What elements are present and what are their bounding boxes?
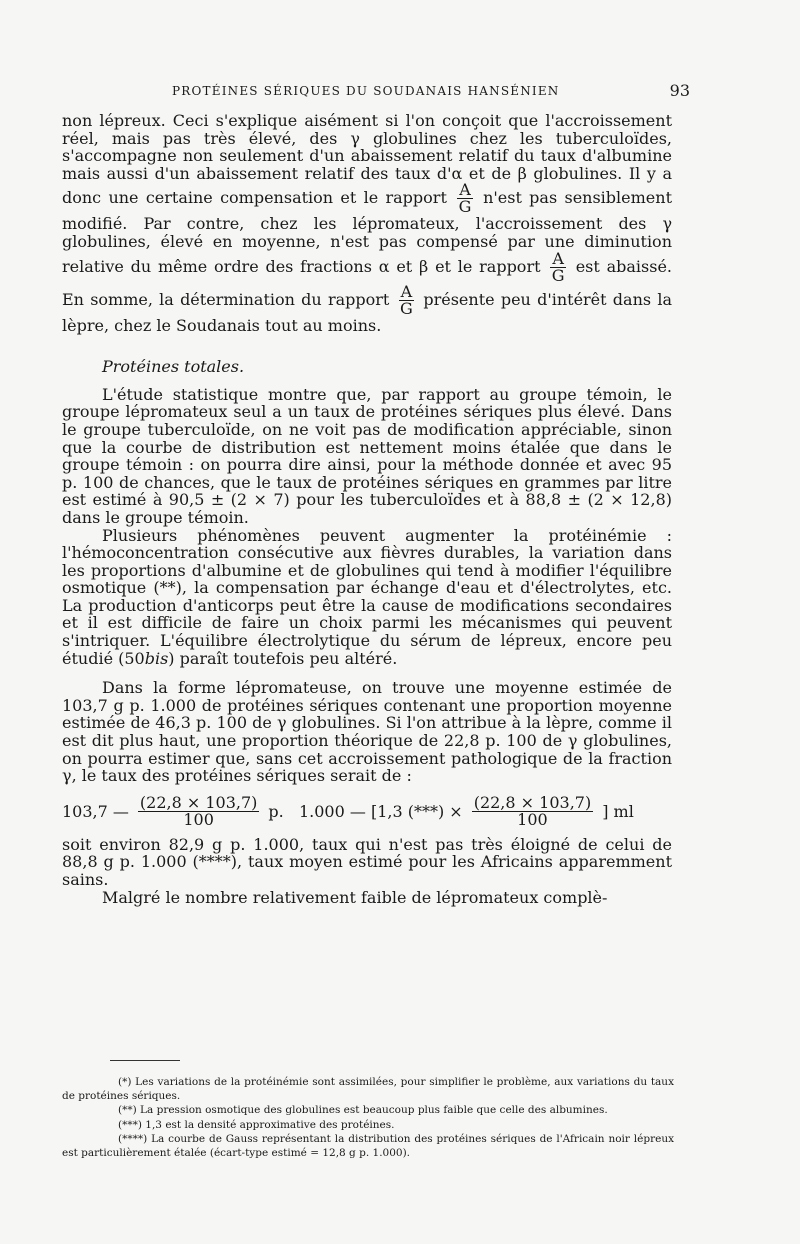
formula-fraction-2-denominator: 100 <box>517 809 548 829</box>
paragraph-6: Malgré le nombre relativement faible de lépromateux complè- <box>102 887 608 907</box>
footnote-1: (*) Les variations de la protéinémie sont assimilées, pour simplifier le problème, aux variations du taux de protéines sériques. <box>62 1076 674 1102</box>
ratio-fraction <box>550 248 566 285</box>
formula <box>62 792 672 829</box>
ratio-denominator: G <box>458 197 472 217</box>
section-title: Protéines totales. <box>102 357 245 377</box>
paragraph-1-part-b: n'est pas sensiblement modifié. Par contre, chez les lépromateux, l'accroissement des γ globulines, élevé en moyenne, n'est pas compensé par une diminution relative du même ordre des fractions α et β et le rapport <box>62 188 672 276</box>
formula-fraction-2-numerator: (22,8 × 103,7) <box>473 792 592 812</box>
footnotes <box>62 1076 674 1161</box>
paragraph-1-part-d: présente peu d'intérêt dans la lèpre, chez le Soudanais tout au moins. <box>62 289 672 335</box>
paragraph-3-part-a: Plusieurs phénomènes peuvent augmenter la protéinémie : l'hémoconcentration consécutive aux fièvres durables, la variation dans les proportions d'albumine et de globulines qui tend à modifier l'équilibre osmotique (**), la compensation par échange d'eau et d'électrolytes, etc. La production d'anticorps peut être la cause de modifications secondaires et il est difficile de faire un choix parmi les mécanismes qui peuvent s'intriquer. L'équilibre électrolytique du sérum de lépreux, encore peu étudié (50 <box>62 525 672 668</box>
paragraph-3-part-b: ) paraît toutefois peu altéré. <box>168 648 398 668</box>
footnote-2: (**) La pression osmotique des globulines est beaucoup plus faible que celle des albumines. <box>118 1104 608 1116</box>
formula-fraction-1-numerator: (22,8 × 103,7) <box>139 792 258 812</box>
ratio-denominator: G <box>551 265 565 285</box>
formula-lead: 103,7 — <box>62 801 129 821</box>
bis-ref: bis <box>144 648 169 668</box>
running-title: PROTÉINES SÉRIQUES DU SOUDANAIS HANSÉNIEN <box>172 84 560 98</box>
formula-fraction-1-denominator: 100 <box>183 809 214 829</box>
formula-fraction-2 <box>472 792 594 829</box>
footnote-3: (***) 1,3 est la densité approximative des protéines. <box>118 1118 395 1131</box>
paragraph-2: L'étude statistique montre que, par rapport au groupe témoin, le groupe lépromateux seul a un taux de protéines sériques plus élevé. Dans le groupe tuberculoïde, on ne voit pas de modification appréciable, sinon que la courbe de distribution est nettement moins étalée que dans le groupe témoin : on pourra dire ainsi, pour la méthode donnée et avec 95 p. 100 de chances, que le taux de protéines sériques en grammes par litre est estimé à 90,5 ± (2 × 7) pour les tuberculoïdes et à 88,8 ± (2 × 12,8) dans le groupe témoin. <box>62 384 672 527</box>
paragraph-3 <box>62 527 672 668</box>
ratio-fraction <box>457 182 473 215</box>
formula-middle: p. 1.000 — [1,3 (***) × <box>268 801 463 821</box>
main-text <box>62 112 672 906</box>
footnote-divider <box>110 1060 180 1061</box>
footnote-4: (****) La courbe de Gauss représentant la distribution des protéines sériques de l'Africain noir lépreux est particulièrement étalée (écart-type estimé = 12,8 g p. 1.000). <box>62 1133 674 1159</box>
ratio-numerator: A <box>400 281 413 301</box>
paragraph-1-part-a: non lépreux. Ceci s'explique aisément si l'on conçoit que l'accroissement réel, mais pas très élevé, des γ globulines chez les tuberculoïdes, s'accompagne non seulement d'un abaissement relatif du taux d'albumine mais aussi d'un abaissement relatif des taux d'α et de β globulines. Il y a donc une certaine compensation et le rapport <box>62 111 672 208</box>
paragraph-5: soit environ 82,9 g p. 1.000, taux qui n'est pas très éloigné de celui de 88,8 g p. 1.000 (****), taux moyen estimé pour les Africains apparemment sains. <box>62 834 672 889</box>
ratio-fraction <box>399 281 415 318</box>
ratio-denominator: G <box>399 298 413 318</box>
ratio-numerator: A <box>552 248 564 268</box>
formula-fraction-1 <box>138 792 260 829</box>
paragraph-1 <box>62 112 672 334</box>
paragraph-4: Dans la forme lépromateuse, on trouve une moyenne estimée de 103,7 g p. 1.000 de protéines sériques contenant une proportion moyenne estimée de 46,3 p. 100 de γ globulines. Si l'on attribue à la lèpre, comme il est dit plus haut, une proportion théorique de 22,8 p. 100 de γ globulines, on pourra estimer que, sans cet accroissement pathologique de la fraction γ, le taux des protéines sériques serait de : <box>62 678 672 786</box>
ratio-numerator: A <box>459 180 471 200</box>
formula-tail: ] ml <box>602 801 634 821</box>
page-number: 93 <box>669 81 690 100</box>
paragraph-1-part-c: est abaissé. En somme, la détermination du rapport <box>62 256 673 309</box>
